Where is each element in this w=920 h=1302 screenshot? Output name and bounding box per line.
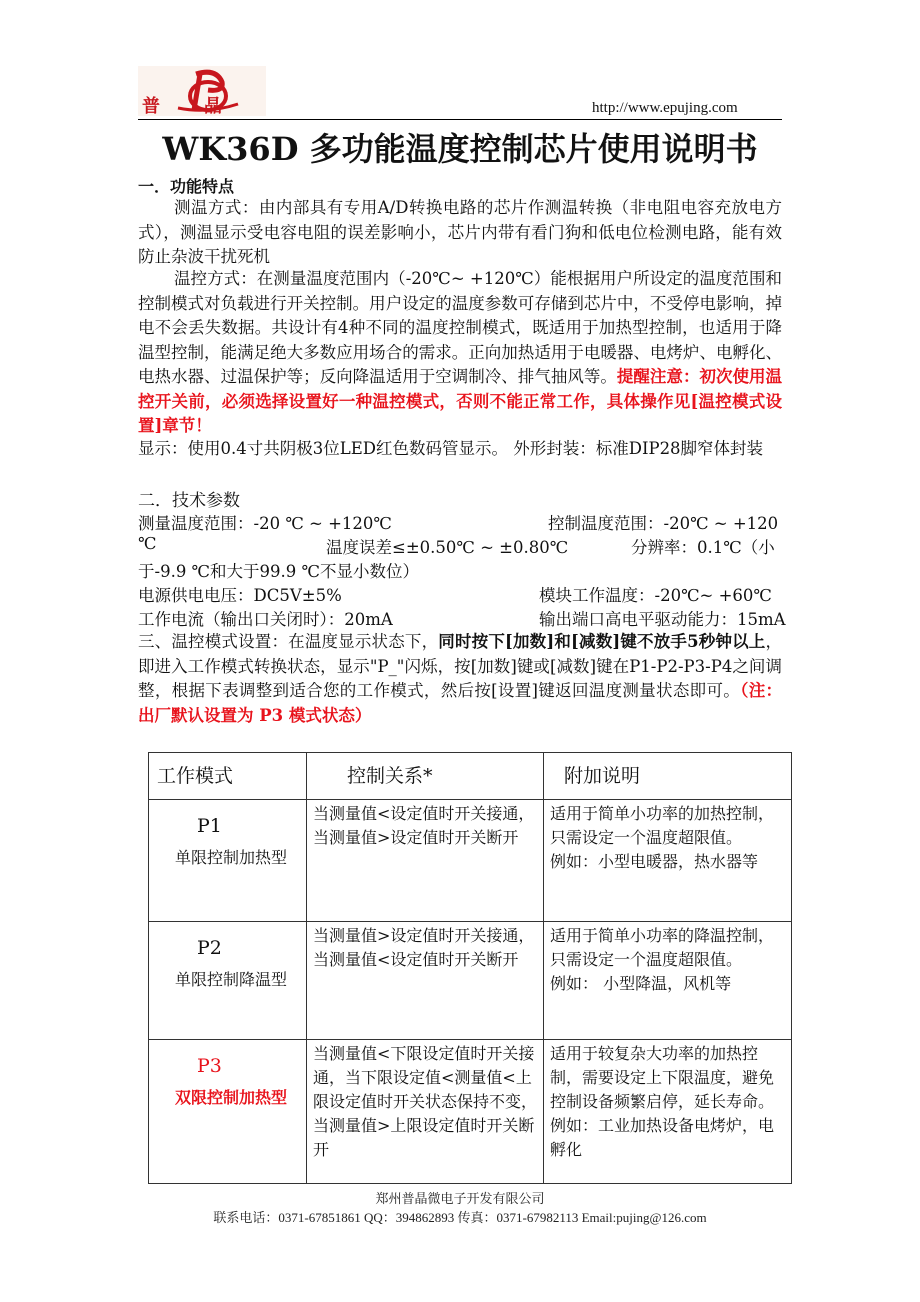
spec-module-temp: 模块工作温度：-20℃~ +60℃: [539, 586, 772, 605]
table-header-row: [149, 753, 792, 800]
spec-measure-range: 测量温度范围：-20 ℃ ~ +120℃: [138, 514, 392, 533]
mode-name: 单限控制加热型: [175, 848, 288, 867]
section1-paragraph-measure: 测温方式：由内部具有专用A/D转换电路的芯片作测温转换（非电阻电容充放电方式），测温显示受电容电阻的误差影响小，芯片内带有看门狗和低电位检测电路，能有效防止杂波干扰死机: [138, 198, 782, 266]
note-text: 适用于简单小功率的加热控制，只需设定一个温度超限值。: [550, 804, 775, 847]
relation-cell: 当测量值>设定值时开关接通，当测量值<设定值时开关断开: [307, 922, 544, 1040]
section1-paragraph-display: 显示：使用0.4寸共阴极3位LED红色数码管显示。 外形封装：标准DIP28脚窄体封装: [138, 439, 764, 458]
relation-cell: 当测量值<设定值时开关接通，当测量值>设定值时开关断开: [307, 800, 544, 922]
mode-name: 单限控制降温型: [175, 970, 288, 989]
table-row: [149, 922, 792, 1040]
mode-name: 双限控制加热型: [175, 1088, 288, 1107]
spec-voltage: 电源供电电压：DC5V±5%: [138, 586, 342, 605]
spec-drive: 输出端口高电平驱动能力：15mA: [539, 610, 786, 629]
section1-heading: 一．功能特点: [138, 177, 235, 196]
mode-code: P1: [197, 815, 222, 837]
mode-code: P2: [197, 937, 222, 959]
section2-heading: 二．技术参数: [138, 491, 240, 511]
header-relation: 控制关系*: [307, 753, 544, 800]
header-mode: 工作模式: [149, 753, 307, 800]
footer-company: 郑州普晶微电子开发有限公司: [375, 1192, 545, 1207]
page-title: WK36D 多功能温度控制芯片使用说明书: [162, 130, 758, 168]
section1-paragraph-control: [138, 267, 782, 439]
note-cell: [544, 1040, 792, 1184]
mode-cell: [149, 1040, 307, 1184]
spec-control-range: 控制温度范围：-20℃ ~ +120: [548, 514, 779, 533]
header-divider: [138, 119, 782, 120]
mode-cell: [149, 922, 307, 1040]
company-logo: [138, 66, 266, 116]
spec-control-range-unit: ℃: [138, 534, 157, 553]
relation-cell: 当测量值<下限设定值时开关接通，当下限设定值<测量值<上限设定值时开关状态保持不变，当测量值>上限设定值时开关断开: [307, 1040, 544, 1184]
section3-lead: 三、温控模式设置：在温度显示状态下，: [138, 632, 439, 651]
table-row: [149, 1040, 792, 1184]
note-cell: [544, 922, 792, 1040]
section3-note: （注：出厂默认设置为 P3 模式状态）: [138, 681, 783, 725]
mode-code: P3: [197, 1055, 222, 1077]
mode-cell: [149, 800, 307, 922]
mode-table: [148, 752, 792, 1184]
section3-paragraph: [138, 630, 782, 728]
note-example: 例如： 小型降温，风机等: [550, 974, 732, 993]
note-example: 例如：工业加热设备电烤炉，电孵化: [550, 1116, 775, 1159]
section3-rest: ，即进入工作模式转换状态，显示"P_"闪烁，按[加数]键或[减数]键在P1-P2-P3-P4之间调整，根据下表调整到适合您的工作模式，然后按[设置]键返回温度测量状态即可。: [138, 632, 782, 700]
control-text: 温控方式：在测量温度范围内（-20℃~ +120℃）能根据用户所设定的温度范围和控制模式对负载进行开关控制。用户设定的温度参数可存储到芯片中，不受停电影响，掉电不会丢失数据。共设计有4种不同的温度控制模式，既适用于加热型控制，也适用于降温型控制，能满足绝大多数应用场合的需求。正向加热适用于电暖器、电烤炉、电孵化、电热水器、过温保护等；反向降温适用于空调制冷、排气抽风等。: [138, 269, 782, 386]
spec-current: 工作电流（输出口关闭时）：20mA: [138, 610, 393, 629]
section3-bold: 同时按下[加数]和[减数]键不放手5秒钟以上: [438, 632, 766, 651]
spec-resolution: 分辨率：0.1℃（小: [631, 538, 775, 557]
note-example: 例如：小型电暖器，热水器等: [550, 852, 759, 871]
logo-text: 普晶: [142, 96, 266, 117]
spec-resolution-cont: 于-9.9 ℃和大于99.9 ℃不显小数位）: [138, 562, 419, 581]
header-url[interactable]: http://www.epujing.com: [592, 100, 738, 116]
warning-text: 提醒注意：初次使用温控开关前，必须选择设置好一种温控模式，否则不能正常工作，具体操作见[温控模式设置]章节！: [138, 367, 783, 435]
note-text: 适用于较复杂大功率的加热控制，需要设定上下限温度，避免控制设备频繁启停，延长寿命。: [550, 1044, 775, 1111]
spec-error: 温度误差≤±0.50℃ ~ ±0.80℃: [326, 538, 569, 557]
footer-contact: 联系电话：0371-67851861 QQ：394862893 传真：0371-67982113 Email:pujing@126.com: [213, 1210, 707, 1225]
table-row: [149, 800, 792, 922]
header-note: 附加说明: [544, 753, 792, 800]
note-cell: [544, 800, 792, 922]
note-text: 适用于简单小功率的降温控制，只需设定一个温度超限值。: [550, 926, 775, 969]
